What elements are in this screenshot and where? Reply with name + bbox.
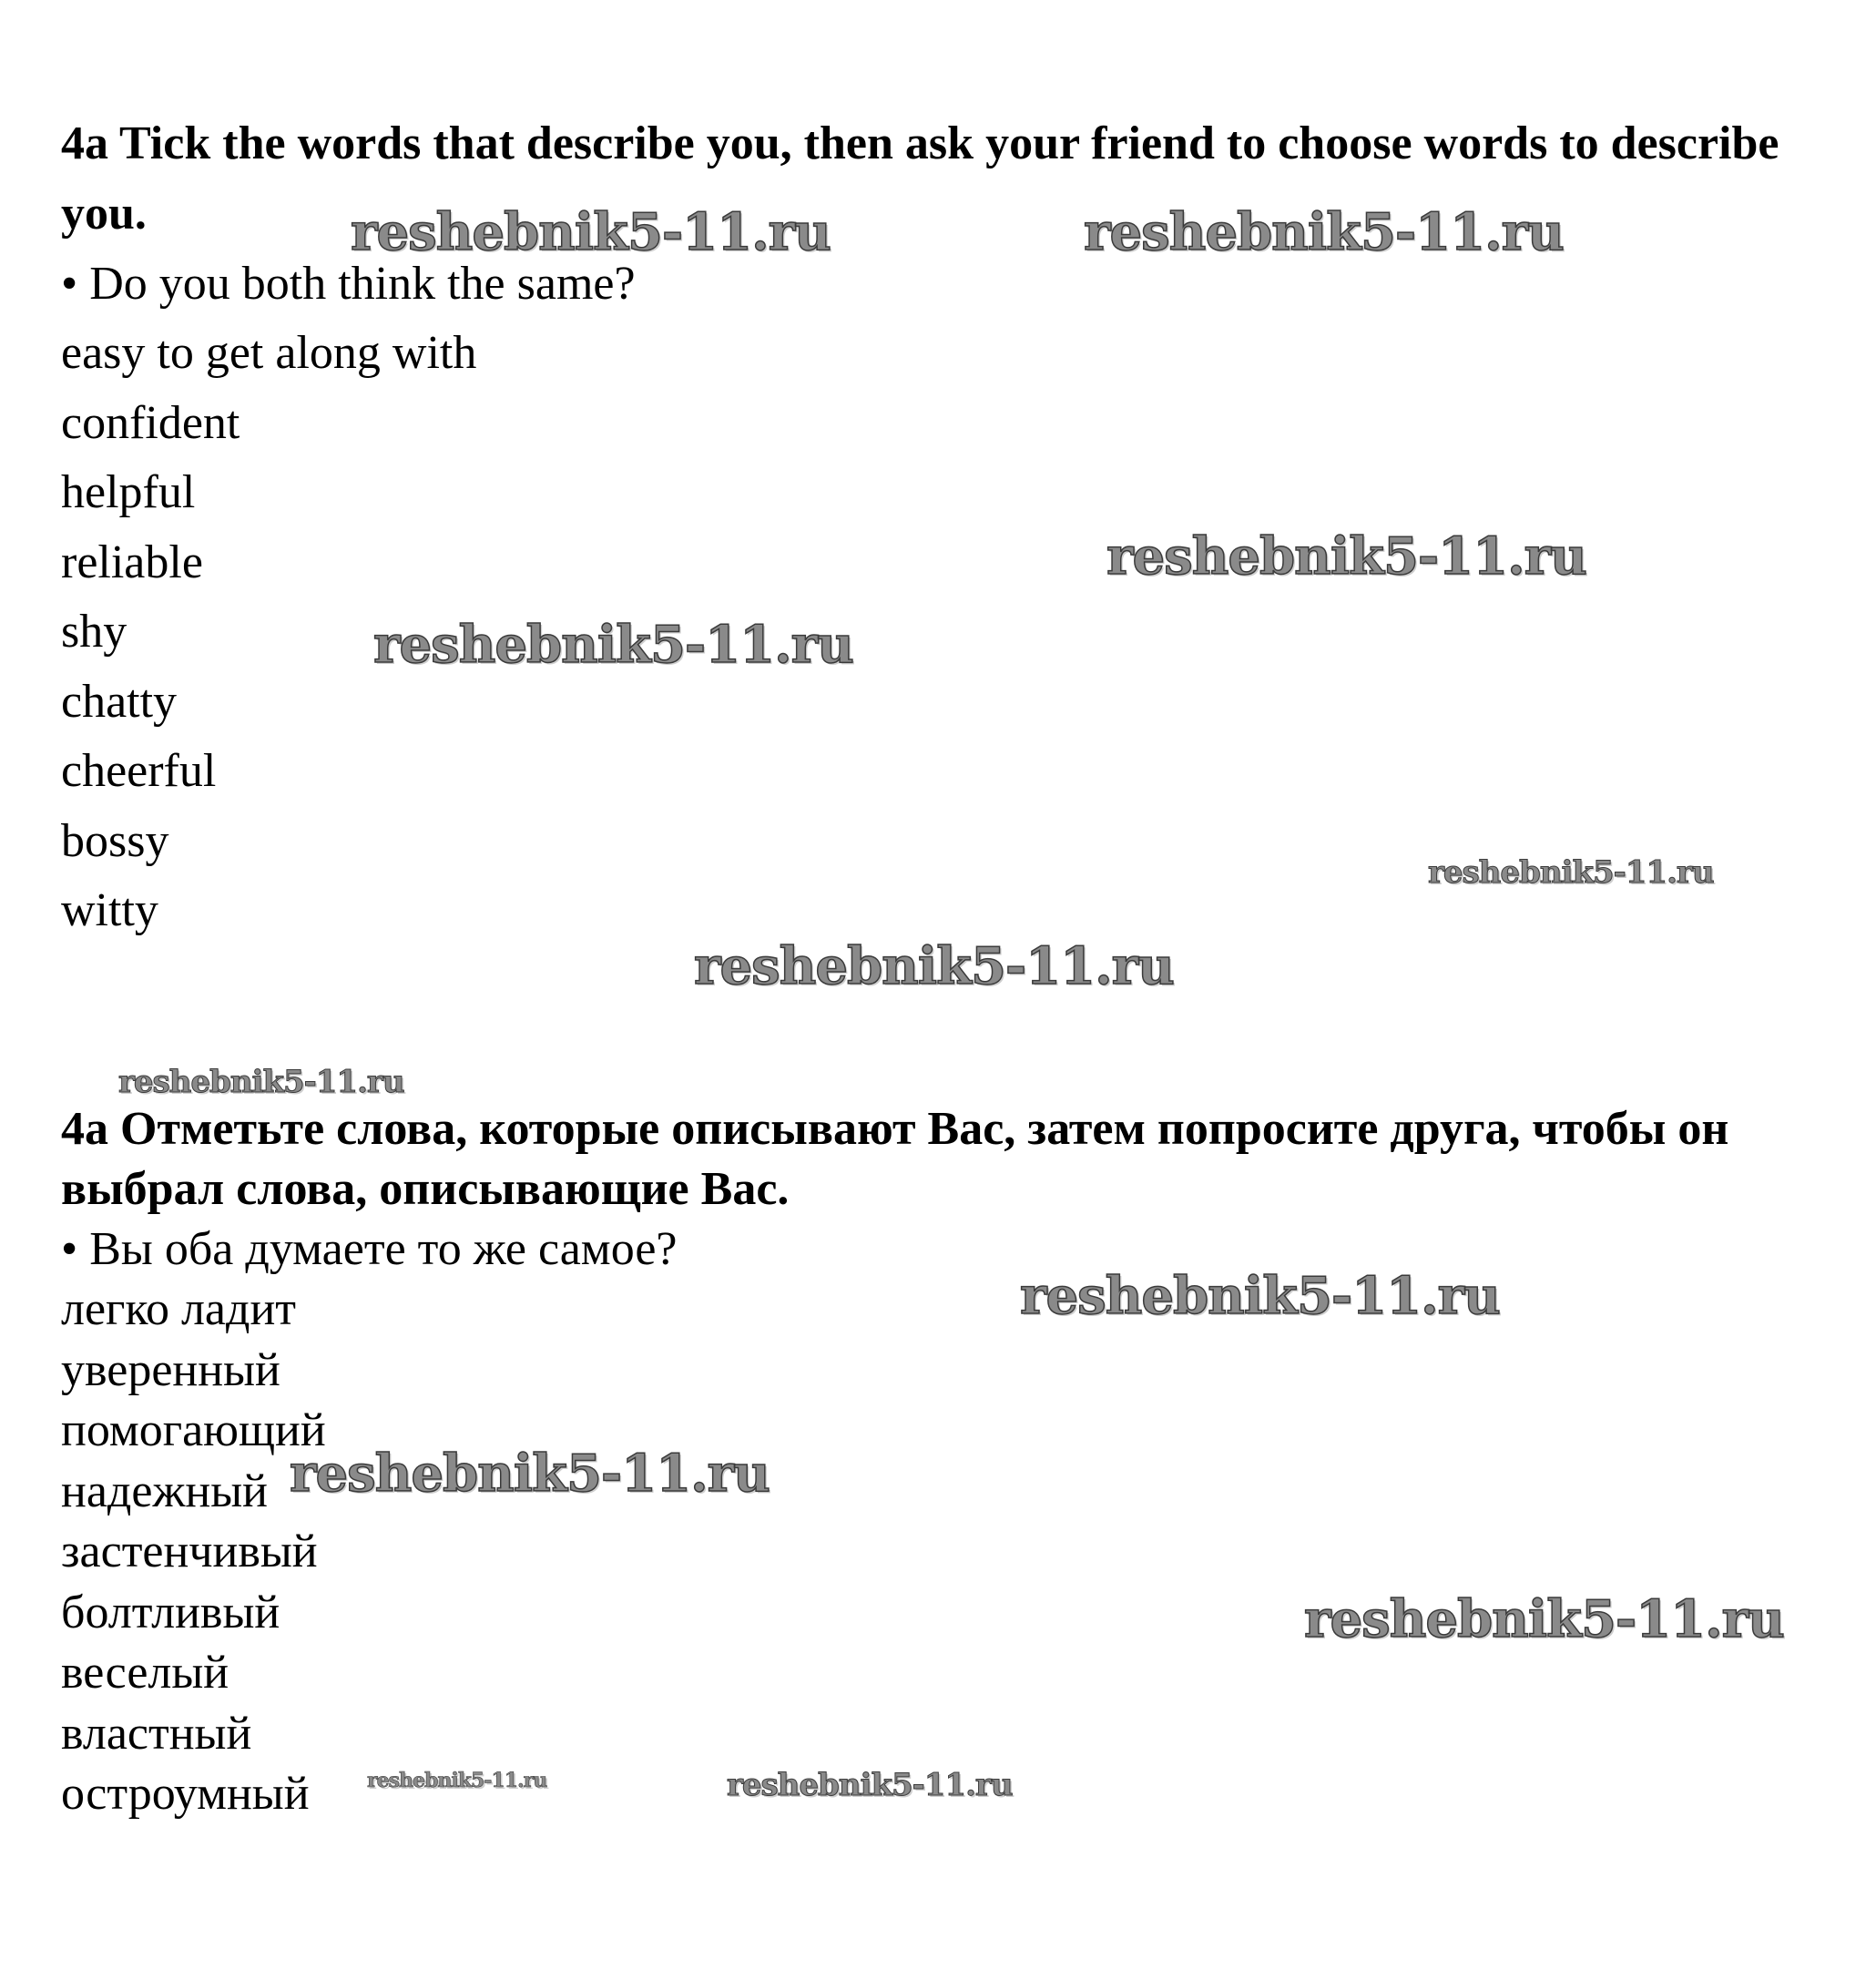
word-item: witty — [61, 884, 158, 936]
watermark: reshebnik5-11.ru — [373, 615, 853, 675]
watermark: reshebnik5-11.ru — [1428, 854, 1714, 891]
word-list-ru — [61, 1280, 1819, 1825]
watermark: reshebnik5-11.ru — [1020, 1266, 1500, 1326]
word-item: уверенный — [61, 1343, 280, 1396]
watermark: reshebnik5-11.ru — [1084, 202, 1564, 262]
watermark: reshebnik5-11.ru — [1304, 1589, 1784, 1649]
watermark: reshebnik5-11.ru — [727, 1767, 1013, 1803]
exercise-heading-ru: 4a Отметьте слова, которые описывают Вас, затем попросите друга, чтобы он выбрал слова, описывающие Вас. — [61, 1103, 1729, 1215]
word-item: bossy — [61, 814, 169, 867]
word-item: shy — [61, 606, 127, 658]
word-item: easy to get along with — [61, 327, 477, 379]
word-item: chatty — [61, 675, 178, 728]
watermark: reshebnik5-11.ru — [694, 936, 1174, 996]
word-item: надежный — [61, 1465, 268, 1517]
word-item: остроумный — [61, 1768, 310, 1820]
word-item: болтливый — [61, 1586, 280, 1638]
watermark: reshebnik5-11.ru — [290, 1444, 770, 1504]
watermark: reshebnik5-11.ru — [367, 1769, 547, 1792]
watermark: reshebnik5-11.ru — [351, 202, 831, 262]
word-item: помогающий — [61, 1404, 326, 1456]
exercise-heading-en: 4a Tick the words that describe you, then ask your friend to choose words to describe you. — [61, 117, 1779, 240]
word-item: helpful — [61, 466, 196, 518]
watermark: reshebnik5-11.ru — [1106, 526, 1586, 587]
word-item: застенчивый — [61, 1526, 318, 1577]
exercise-question-en: • Do you both think the same? — [61, 258, 636, 310]
word-item: cheerful — [61, 745, 217, 797]
watermark: reshebnik5-11.ru — [118, 1064, 404, 1100]
word-item: reliable — [61, 536, 203, 588]
word-item: властный — [61, 1707, 252, 1760]
word-item: веселый — [61, 1647, 229, 1699]
exercise-question-ru: • Вы оба думаете то же самое? — [61, 1223, 678, 1275]
word-list-en — [61, 319, 1819, 946]
word-item: confident — [61, 396, 240, 449]
word-item: легко ладит — [61, 1283, 297, 1335]
